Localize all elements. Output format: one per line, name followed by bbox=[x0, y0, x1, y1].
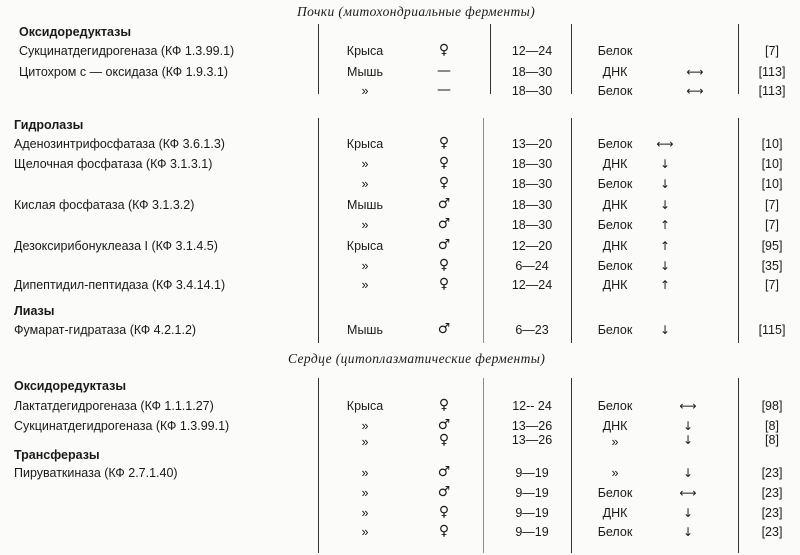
cell-age: 13—26 bbox=[511, 419, 553, 433]
group-hydrolases: Гидролазы bbox=[14, 118, 84, 132]
cell-ref: [7] bbox=[765, 198, 779, 212]
cell-sex: ♀ bbox=[438, 276, 450, 292]
cell-basis: Белок bbox=[597, 399, 633, 413]
cell-change: ⟷ bbox=[686, 84, 704, 98]
cell-ref: [23] bbox=[761, 525, 783, 539]
cell-age: 18—30 bbox=[511, 84, 553, 98]
cell-change: ↓ bbox=[659, 323, 671, 337]
cell-basis: ДНК bbox=[602, 506, 628, 520]
cell-ref: [35] bbox=[761, 259, 783, 273]
cell-age: 9—19 bbox=[515, 525, 549, 539]
cell-change: ⟷ bbox=[656, 137, 674, 151]
cell-sex: ♀ bbox=[438, 432, 450, 448]
cell-change: ↓ bbox=[659, 177, 671, 191]
cell-ref: [10] bbox=[761, 157, 783, 171]
cell-sex: ♂ bbox=[437, 417, 451, 433]
cell-basis: ДНК bbox=[602, 198, 628, 212]
cell-age: 13—20 bbox=[511, 137, 553, 151]
cell-animal: Мышь bbox=[347, 65, 383, 79]
cell-age: 18—30 bbox=[511, 218, 553, 232]
cell-change: ↑ bbox=[659, 278, 671, 292]
section-heart-title: Сердце (цитоплазматические ферменты) bbox=[288, 351, 546, 366]
cell-age: 9—19 bbox=[515, 486, 549, 500]
cell-sex: ♂ bbox=[437, 464, 451, 480]
cell-sex: ♀ bbox=[438, 175, 450, 191]
cell-basis: ДНК bbox=[602, 65, 628, 79]
cell-sex: ♀ bbox=[438, 257, 450, 273]
cell-basis: Белок bbox=[597, 84, 633, 98]
cell-animal: Крыса bbox=[346, 239, 384, 253]
cell-ref: [10] bbox=[761, 137, 783, 151]
cell-animal: » bbox=[361, 177, 369, 191]
cell-ref: [115] bbox=[758, 323, 786, 337]
cell-change: ↓ bbox=[682, 466, 694, 480]
cell-change: ↑ bbox=[659, 218, 671, 232]
column-rule bbox=[738, 378, 739, 553]
cell-change: ↓ bbox=[682, 525, 694, 539]
cell-change: ↓ bbox=[682, 433, 694, 447]
cell-sex: ♀ bbox=[438, 42, 450, 58]
enzyme-name: Аденозинтрифосфатаза (КФ 3.6.1.3) bbox=[14, 137, 225, 151]
cell-ref: [98] bbox=[761, 399, 783, 413]
cell-animal: » bbox=[361, 259, 369, 273]
cell-basis: Белок bbox=[597, 218, 633, 232]
cell-ref: [95] bbox=[761, 239, 783, 253]
column-rule bbox=[490, 24, 491, 94]
cell-ref: [10] bbox=[761, 177, 783, 191]
cell-ref: [23] bbox=[761, 506, 783, 520]
cell-sex: ♀ bbox=[438, 397, 450, 413]
column-rule bbox=[318, 378, 319, 553]
cell-animal: Крыса bbox=[346, 137, 384, 151]
group-lyases: Лиазы bbox=[14, 304, 55, 318]
cell-ref: [8] bbox=[765, 419, 779, 433]
cell-sex: ♂ bbox=[437, 237, 451, 253]
cell-age: 12—20 bbox=[511, 239, 553, 253]
cell-animal: » bbox=[361, 419, 369, 433]
cell-basis: ДНК bbox=[602, 419, 628, 433]
cell-basis: Белок bbox=[597, 525, 633, 539]
cell-age: 9—19 bbox=[515, 466, 549, 480]
cell-change: ↓ bbox=[659, 198, 671, 212]
cell-animal: » bbox=[361, 486, 369, 500]
cell-age: 18—30 bbox=[511, 198, 553, 212]
cell-sex: ♂ bbox=[437, 216, 451, 232]
cell-sex: ♀ bbox=[438, 504, 450, 520]
group-oxidoreductases-heart: Оксидоредуктазы bbox=[14, 379, 127, 393]
cell-ref: [7] bbox=[765, 278, 779, 292]
cell-change: ⟷ bbox=[686, 65, 704, 79]
enzyme-name: Фумарат-гидратаза (КФ 4.2.1.2) bbox=[14, 323, 197, 337]
cell-change: ↓ bbox=[659, 259, 671, 273]
cell-age: 12—24 bbox=[511, 44, 553, 58]
cell-animal: » bbox=[361, 435, 369, 449]
enzyme-name: Дезоксирибонуклеаза I (КФ 3.1.4.5) bbox=[14, 239, 218, 253]
column-rule bbox=[483, 378, 484, 553]
cell-ref: [113] bbox=[758, 65, 786, 79]
section-kidney-title: Почки (митохондриальные ферменты) bbox=[297, 4, 536, 19]
cell-change: ⟷ bbox=[679, 399, 697, 413]
cell-ref: [113] bbox=[758, 84, 786, 98]
enzyme-name: Сукцинатдегидрогеназа (КФ 1.3.99.1) bbox=[19, 44, 235, 58]
enzyme-name: Дипептидил-пептидаза (КФ 3.4.14.1) bbox=[14, 278, 226, 292]
cell-animal: » bbox=[361, 278, 369, 292]
cell-basis: Белок bbox=[597, 137, 633, 151]
cell-change: ↓ bbox=[682, 506, 694, 520]
enzyme-name: Сукцинатдегидрогеназа (КФ 1.3.99.1) bbox=[14, 419, 230, 433]
cell-sex: ♂ bbox=[437, 484, 451, 500]
cell-sex: — bbox=[437, 63, 451, 79]
cell-basis: ДНК bbox=[602, 239, 628, 253]
column-rule bbox=[318, 118, 319, 343]
enzyme-name: Кислая фосфатаза (КФ 3.1.3.2) bbox=[14, 198, 195, 212]
cell-animal: » bbox=[361, 525, 369, 539]
cell-animal: Крыса bbox=[346, 44, 384, 58]
enzyme-name: Цитохром с — оксидаза (КФ 1.9.3.1) bbox=[19, 65, 228, 79]
cell-basis: » bbox=[611, 435, 619, 449]
cell-ref: [23] bbox=[761, 466, 783, 480]
cell-age: 12-- 24 bbox=[512, 399, 552, 413]
enzyme-name: Щелочная фосфатаза (КФ 3.1.3.1) bbox=[14, 157, 213, 171]
cell-basis: » bbox=[611, 466, 619, 480]
cell-ref: [8] bbox=[765, 433, 779, 447]
cell-animal: Мышь bbox=[347, 323, 383, 337]
group-oxidoreductases: Оксидоредуктазы bbox=[19, 25, 132, 39]
cell-age: 18—30 bbox=[511, 157, 553, 171]
cell-basis: ДНК bbox=[602, 278, 628, 292]
cell-basis: ДНК bbox=[602, 157, 628, 171]
cell-age: 18—30 bbox=[511, 177, 553, 191]
cell-animal: Мышь bbox=[347, 198, 383, 212]
cell-sex: ♂ bbox=[437, 321, 451, 337]
cell-animal: » bbox=[361, 506, 369, 520]
column-rule bbox=[738, 118, 739, 343]
cell-age: 12—24 bbox=[511, 278, 553, 292]
column-rule bbox=[483, 118, 484, 343]
enzyme-name: Лактатдегидрогеназа (КФ 1.1.1.27) bbox=[14, 399, 214, 413]
cell-animal: » bbox=[361, 84, 369, 98]
cell-sex: ♂ bbox=[437, 196, 451, 212]
enzyme-name: Пируваткиназа (КФ 2.7.1.40) bbox=[14, 466, 178, 480]
cell-animal: » bbox=[361, 466, 369, 480]
cell-animal: Крыса bbox=[346, 399, 384, 413]
column-rule bbox=[738, 24, 739, 94]
cell-animal: » bbox=[361, 157, 369, 171]
cell-age: 13—26 bbox=[511, 433, 553, 447]
cell-sex: — bbox=[437, 82, 451, 98]
cell-change: ↑ bbox=[659, 239, 671, 253]
cell-sex: ♀ bbox=[438, 155, 450, 171]
cell-animal: » bbox=[361, 218, 369, 232]
cell-change: ↓ bbox=[659, 157, 671, 171]
cell-ref: [7] bbox=[765, 44, 779, 58]
cell-sex: ♀ bbox=[438, 523, 450, 539]
cell-age: 6—24 bbox=[515, 259, 549, 273]
cell-sex: ♀ bbox=[438, 135, 450, 151]
cell-basis: Белок bbox=[597, 44, 633, 58]
cell-change: ⟷ bbox=[679, 486, 697, 500]
cell-ref: [23] bbox=[761, 486, 783, 500]
cell-basis: Белок bbox=[597, 486, 633, 500]
group-transferases: Трансферазы bbox=[14, 448, 100, 462]
cell-ref: [7] bbox=[765, 218, 779, 232]
cell-basis: Белок bbox=[597, 177, 633, 191]
cell-age: 18—30 bbox=[511, 65, 553, 79]
cell-change: ↓ bbox=[682, 419, 694, 433]
column-rule bbox=[318, 24, 319, 94]
cell-age: 6—23 bbox=[515, 323, 549, 337]
cell-basis: Белок bbox=[597, 259, 633, 273]
cell-age: 9—19 bbox=[515, 506, 549, 520]
cell-basis: Белок bbox=[597, 323, 633, 337]
